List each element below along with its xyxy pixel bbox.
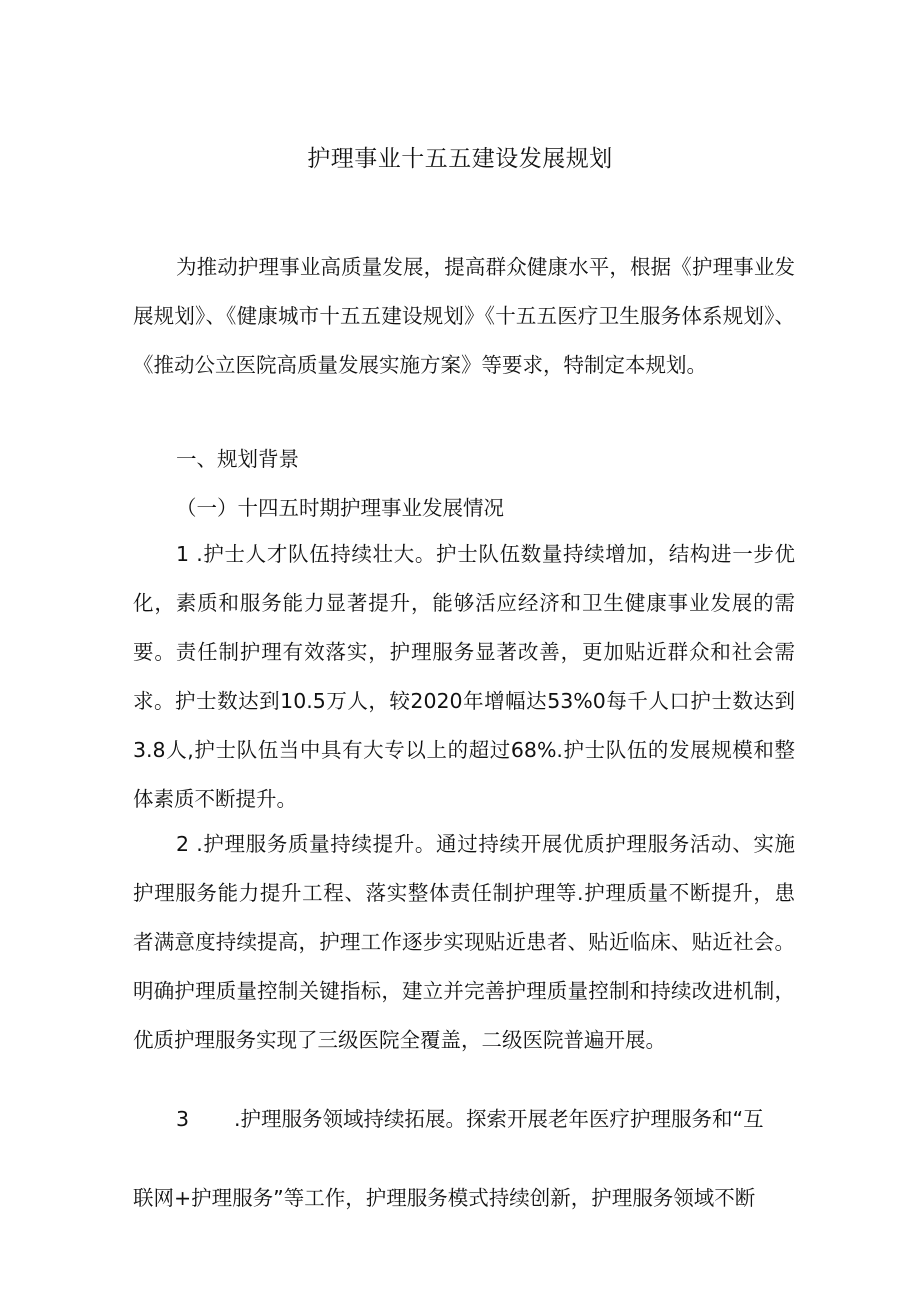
item-2-paragraph: 2 .护理服务质量持续提升。通过持续开展优质护理服务活动、实施护理服务能力提升工程、落实整体责任制护理等.护理质量不断提升，患者满意度持续提高，护理工作逐步实现贴近患者、贴近临床、贴近社会。明确护理质量控制关键指标，建立并完善护理质量控制和持续改进机制，优质护理服务实现了三级医院全覆盖，二级医院普遍开展。 [133,832,795,1052]
intro-paragraph: 为推动护理事业高质量发展，提高群众健康水平，根据《护理事业发展规划》、《健康城市十五五建设规划》《十五五医疗卫生服务体系规划》、《推动公立医院高质量发展实施方案》等要求，特制定本规划。 [133,255,795,377]
item-1-paragraph: 1 .护士人才队伍持续壮大。护士队伍数量持续增加，结构进一步优化，素质和服务能力显著提升，能够活应经济和卫生健康事业发展的需要。责任制护理有效落实，护理服务显著改善，更加贴近群众和社会需求。护士数达到10.5万人，较2020年增幅达53%0每千人口护士数达到3.8人,护士队伍当中具有大专以上的超过68%.护士队伍的发展规模和整体素质不断提升。 [133,542,795,811]
item-3-paragraph-line-1 [176,1095,795,1144]
item-3-number: 3 [176,1107,190,1131]
document-title: 护理事业十五五建设发展规划 [307,146,613,172]
item-3-text: .护理服务领域持续拓展。探索开展老年医疗护理服务和“互 [234,1107,764,1131]
section-heading: 一、规划背景 [176,447,299,471]
subsection-heading: （一）十四五时期护理事业发展情况 [176,496,504,520]
item-3-paragraph-line-2: 联网+护理服务”等工作，护理服务模式持续创新，护理服务领域不断 [133,1186,756,1210]
